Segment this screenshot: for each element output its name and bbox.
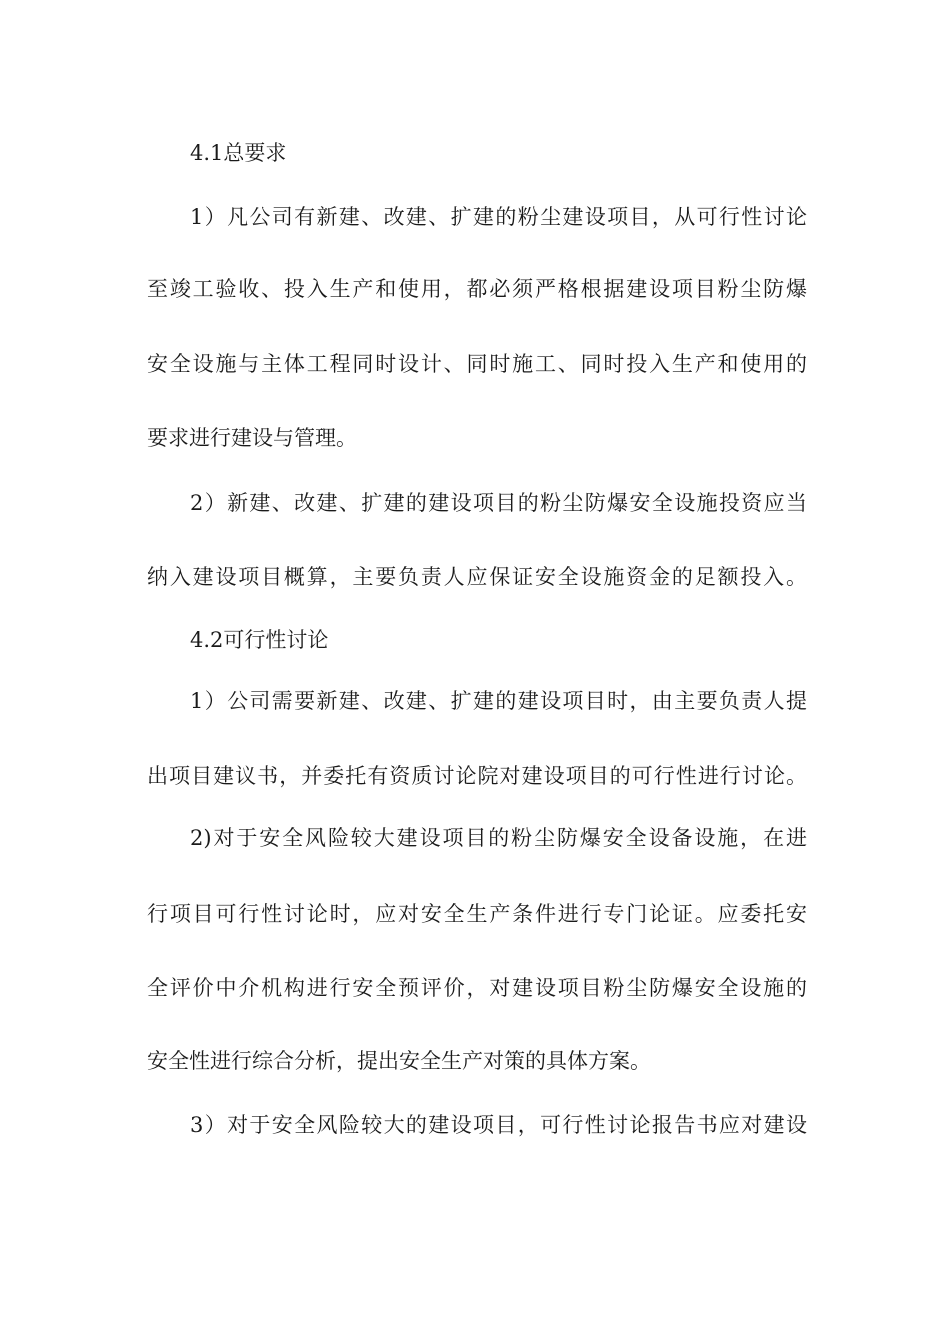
paragraph-line: 全评价中介机构进行安全预评价，对建设项目粉尘防爆安全设施的 bbox=[147, 976, 807, 1000]
paragraph-line: 安全设施与主体工程同时设计、同时施工、同时投入生产和使用的 bbox=[147, 352, 807, 376]
paragraph-line: 纳入建设项目概算，主要负责人应保证安全设施资金的足额投入。 bbox=[147, 565, 807, 589]
paragraph-line: 安全性进行综合分析，提出安全生产对策的具体方案。 bbox=[147, 1049, 651, 1073]
section-heading-4-1: 4.1总要求 bbox=[190, 141, 287, 165]
paragraph-line: 行项目可行性讨论时，应对安全生产条件进行专门论证。应委托安 bbox=[147, 902, 807, 926]
paragraph-line: 2)对于安全风险较大建设项目的粉尘防爆安全设备设施，在进 bbox=[190, 826, 807, 850]
paragraph-line: 1）凡公司有新建、改建、扩建的粉尘建设项目，从可行性讨论 bbox=[190, 205, 807, 229]
paragraph-line: 3）对于安全风险较大的建设项目，可行性讨论报告书应对建设 bbox=[190, 1113, 807, 1137]
paragraph-line: 要求进行建设与管理。 bbox=[147, 426, 357, 450]
paragraph-line: 2）新建、改建、扩建的建设项目的粉尘防爆安全设施投资应当 bbox=[190, 491, 807, 515]
paragraph-line: 1）公司需要新建、改建、扩建的建设项目时，由主要负责人提 bbox=[190, 689, 807, 713]
paragraph-line: 至竣工验收、投入生产和使用，都必须严格根据建设项目粉尘防爆 bbox=[147, 277, 807, 301]
section-heading-4-2: 4.2可行性讨论 bbox=[190, 628, 329, 652]
paragraph-line: 出项目建议书，并委托有资质讨论院对建设项目的可行性进行讨论。 bbox=[147, 764, 807, 788]
